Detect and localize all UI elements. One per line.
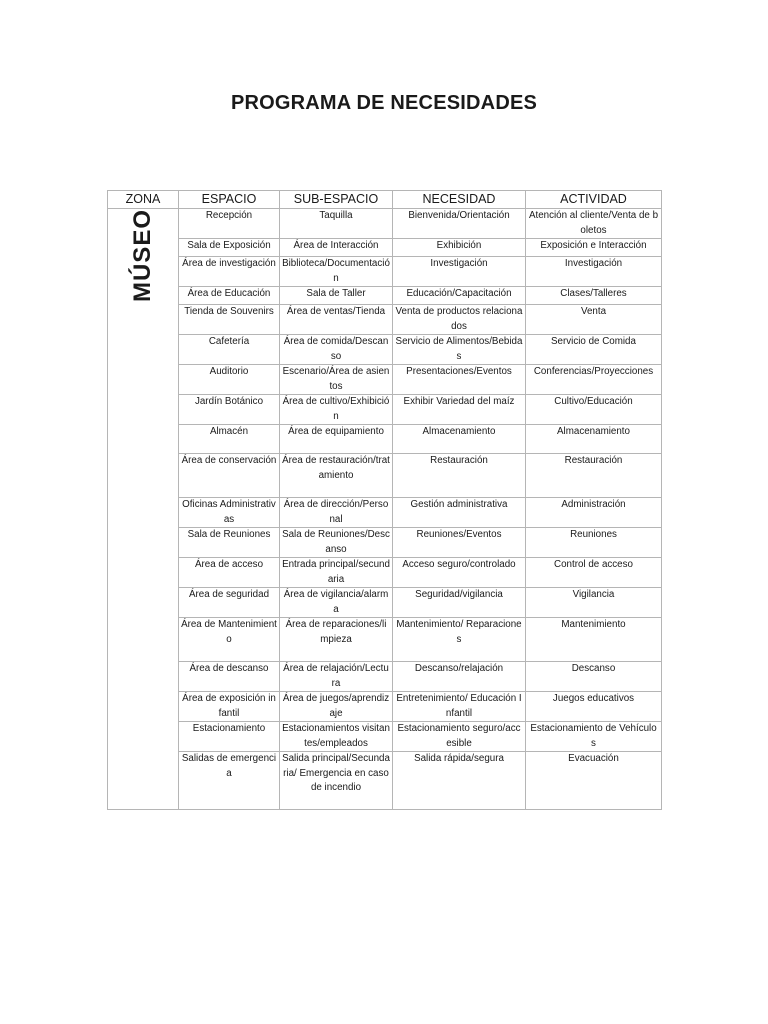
cell-sub-espacio: Estacionamientos visitantes/empleados <box>280 722 393 752</box>
cell-espacio: Recepción <box>179 209 280 239</box>
cell-espacio: Oficinas Administrativas <box>179 498 280 528</box>
cell-espacio: Sala de Exposición <box>179 239 280 257</box>
table-row <box>108 287 662 305</box>
cell-necesidad: Investigación <box>393 257 526 287</box>
table-row <box>108 752 662 810</box>
cell-espacio: Área de investigación <box>179 257 280 287</box>
cell-necesidad: Almacenamiento <box>393 425 526 454</box>
cell-sub-espacio: Taquilla <box>280 209 393 239</box>
cell-actividad: Control de acceso <box>526 558 662 588</box>
cell-espacio: Tienda de Souvenirs <box>179 305 280 335</box>
cell-espacio: Área de conservación <box>179 454 280 498</box>
table-header-row <box>108 191 662 209</box>
cell-actividad: Evacuación <box>526 752 662 810</box>
needs-table <box>107 190 662 810</box>
cell-necesidad: Educación/Capacitación <box>393 287 526 305</box>
cell-necesidad: Restauración <box>393 454 526 498</box>
cell-actividad: Administración <box>526 498 662 528</box>
header-zona: ZONA <box>108 191 179 209</box>
cell-necesidad: Seguridad/vigilancia <box>393 588 526 618</box>
cell-sub-espacio: Biblioteca/Documentación <box>280 257 393 287</box>
cell-necesidad: Acceso seguro/controlado <box>393 558 526 588</box>
cell-espacio: Área de descanso <box>179 662 280 692</box>
cell-necesidad: Exhibición <box>393 239 526 257</box>
cell-sub-espacio: Escenario/Área de asientos <box>280 365 393 395</box>
table-row <box>108 257 662 287</box>
cell-sub-espacio: Sala de Taller <box>280 287 393 305</box>
cell-espacio: Área de Educación <box>179 287 280 305</box>
table-row <box>108 558 662 588</box>
cell-espacio: Estacionamiento <box>179 722 280 752</box>
zone-label: MÚSEO <box>128 209 156 303</box>
cell-actividad: Mantenimiento <box>526 618 662 662</box>
cell-actividad: Conferencias/Proyecciones <box>526 365 662 395</box>
cell-actividad: Reuniones <box>526 528 662 558</box>
cell-necesidad: Gestión administrativa <box>393 498 526 528</box>
cell-espacio: Área de Mantenimiento <box>179 618 280 662</box>
cell-actividad: Servicio de Comida <box>526 335 662 365</box>
cell-espacio: Jardín Botánico <box>179 395 280 425</box>
cell-espacio: Área de exposición infantil <box>179 692 280 722</box>
table-row <box>108 498 662 528</box>
cell-espacio: Sala de Reuniones <box>179 528 280 558</box>
cell-sub-espacio: Salida principal/Secundaria/ Emergencia en caso de incendio <box>280 752 393 810</box>
table-row <box>108 588 662 618</box>
cell-sub-espacio: Área de equipamiento <box>280 425 393 454</box>
cell-necesidad: Entretenimiento/ Educación Infantil <box>393 692 526 722</box>
header-actividad: ACTIVIDAD <box>526 191 662 209</box>
header-espacio: ESPACIO <box>179 191 280 209</box>
cell-actividad: Estacionamiento de Vehículos <box>526 722 662 752</box>
cell-actividad: Atención al cliente/Venta de boletos <box>526 209 662 239</box>
cell-actividad: Exposición e Interacción <box>526 239 662 257</box>
cell-actividad: Descanso <box>526 662 662 692</box>
cell-necesidad: Servicio de Alimentos/Bebidas <box>393 335 526 365</box>
cell-necesidad: Presentaciones/Eventos <box>393 365 526 395</box>
header-sub-espacio: SUB-ESPACIO <box>280 191 393 209</box>
table-body <box>108 209 662 810</box>
cell-espacio: Auditorio <box>179 365 280 395</box>
cell-espacio: Área de acceso <box>179 558 280 588</box>
table-row <box>108 395 662 425</box>
cell-sub-espacio: Área de Interacción <box>280 239 393 257</box>
page-title: PROGRAMA DE NECESIDADES <box>230 92 538 114</box>
cell-necesidad: Exhibir Variedad del maíz <box>393 395 526 425</box>
cell-actividad: Juegos educativos <box>526 692 662 722</box>
cell-sub-espacio: Área de reparaciones/limpieza <box>280 618 393 662</box>
cell-sub-espacio: Sala de Reuniones/Descanso <box>280 528 393 558</box>
cell-actividad: Clases/Talleres <box>526 287 662 305</box>
cell-actividad: Restauración <box>526 454 662 498</box>
cell-necesidad: Bienvenida/Orientación <box>393 209 526 239</box>
cell-necesidad: Venta de productos relacionados <box>393 305 526 335</box>
cell-necesidad: Salida rápida/segura <box>393 752 526 810</box>
table-row <box>108 239 662 257</box>
cell-sub-espacio: Área de vigilancia/alarma <box>280 588 393 618</box>
table-row <box>108 305 662 335</box>
cell-actividad: Cultivo/Educación <box>526 395 662 425</box>
cell-actividad: Venta <box>526 305 662 335</box>
cell-sub-espacio: Área de restauración/tratamiento <box>280 454 393 498</box>
table-row <box>108 618 662 662</box>
cell-actividad: Investigación <box>526 257 662 287</box>
table-row <box>108 365 662 395</box>
cell-necesidad: Descanso/relajación <box>393 662 526 692</box>
cell-espacio: Almacén <box>179 425 280 454</box>
cell-sub-espacio: Área de juegos/aprendizaje <box>280 692 393 722</box>
cell-sub-espacio: Área de comida/Descanso <box>280 335 393 365</box>
cell-espacio: Cafetería <box>179 335 280 365</box>
table-row <box>108 662 662 692</box>
cell-espacio: Área de seguridad <box>179 588 280 618</box>
cell-espacio: Salidas de emergencia <box>179 752 280 810</box>
cell-sub-espacio: Área de cultivo/Exhibición <box>280 395 393 425</box>
zone-cell <box>108 209 179 810</box>
cell-actividad: Almacenamiento <box>526 425 662 454</box>
table-row <box>108 335 662 365</box>
table-row <box>108 425 662 454</box>
header-necesidad: NECESIDAD <box>393 191 526 209</box>
table-row <box>108 722 662 752</box>
cell-necesidad: Mantenimiento/ Reparaciones <box>393 618 526 662</box>
cell-sub-espacio: Área de relajación/Lectura <box>280 662 393 692</box>
table-row <box>108 692 662 722</box>
cell-sub-espacio: Área de ventas/Tienda <box>280 305 393 335</box>
cell-actividad: Vigilancia <box>526 588 662 618</box>
table-row <box>108 528 662 558</box>
cell-sub-espacio: Área de dirección/Personal <box>280 498 393 528</box>
cell-necesidad: Estacionamiento seguro/accesible <box>393 722 526 752</box>
table-row <box>108 209 662 239</box>
cell-sub-espacio: Entrada principal/secundaria <box>280 558 393 588</box>
table-row <box>108 454 662 498</box>
cell-necesidad: Reuniones/Eventos <box>393 528 526 558</box>
